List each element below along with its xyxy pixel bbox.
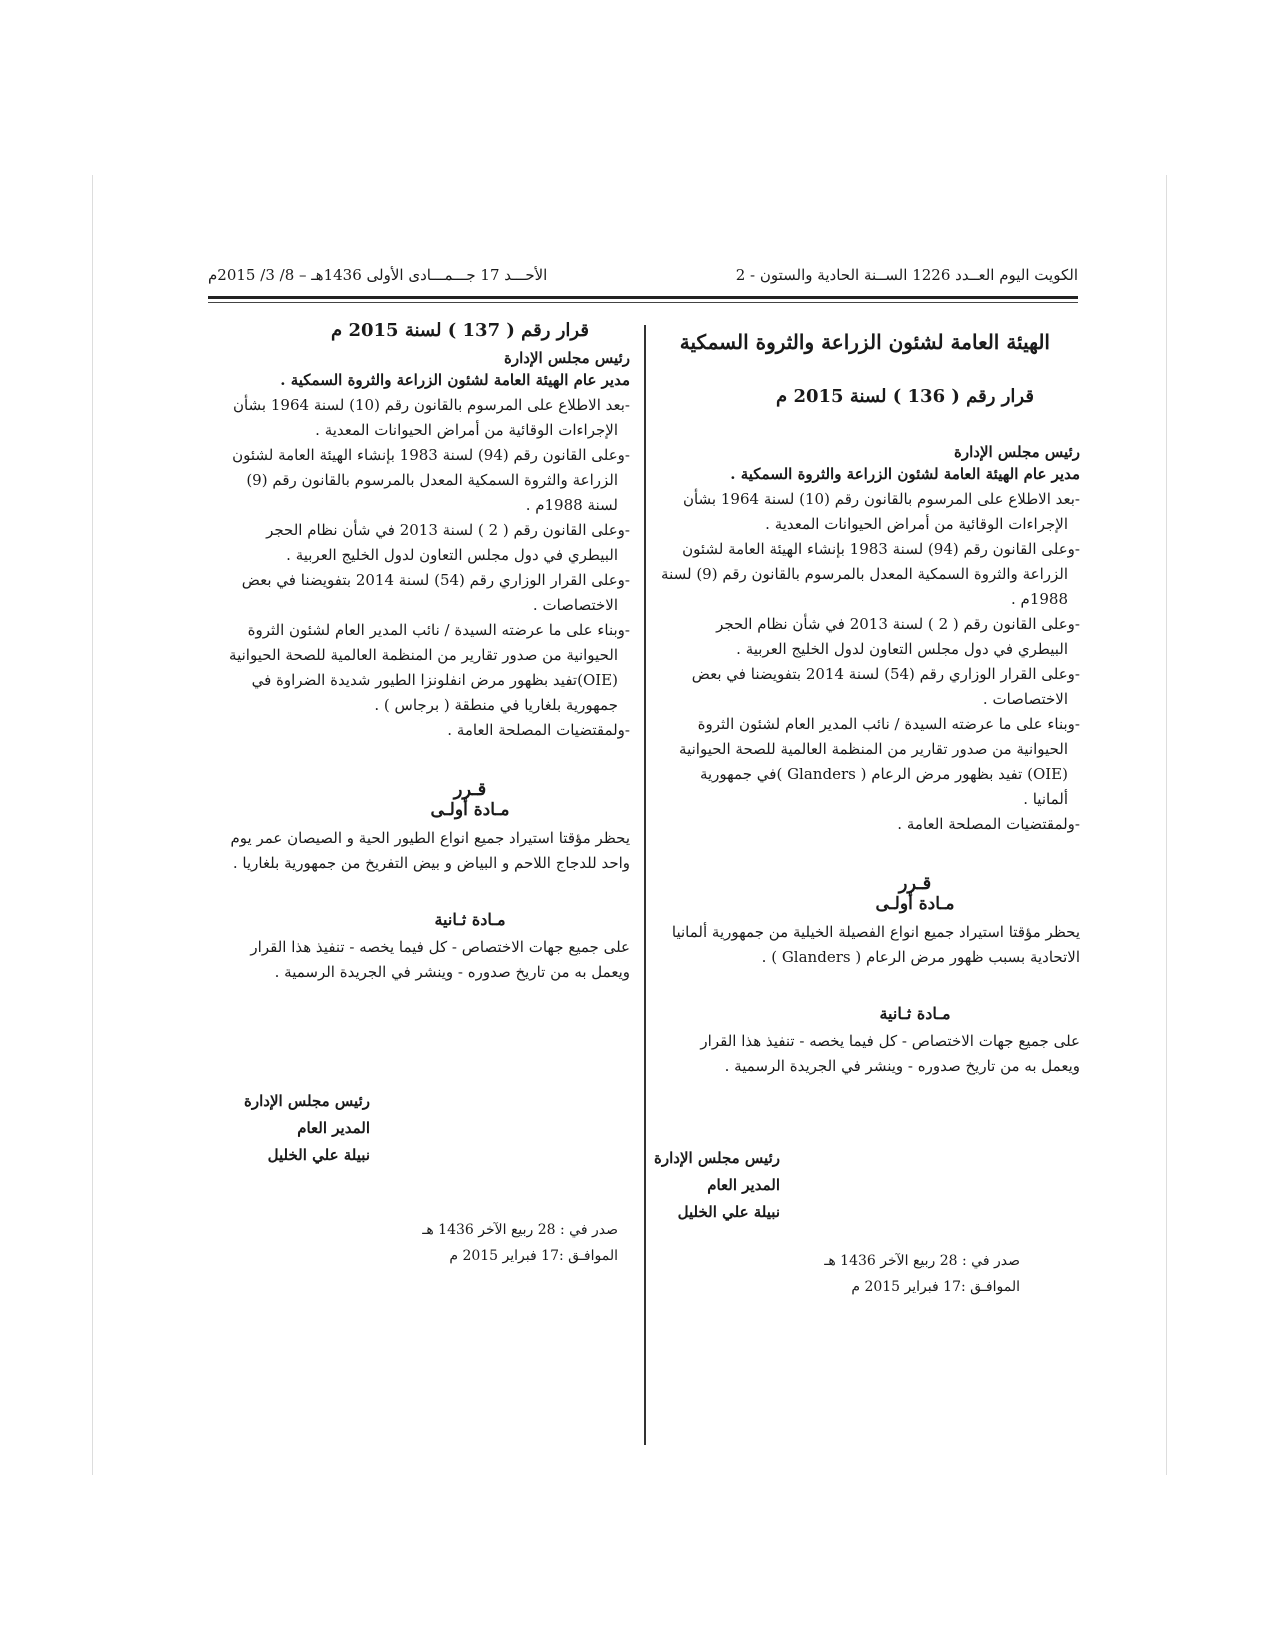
decree-136-column: [654, 330, 1080, 1295]
recital-item: -ولمقتضيات المصلحة العامة .: [447, 721, 630, 739]
decree-title: قرار رقم ( 137 ) لسنة 2015 م: [331, 320, 589, 341]
signature-block: [580, 1145, 780, 1226]
signature-name: نبيلة علي الخليل: [677, 1203, 780, 1221]
article-2-text: على جميع جهات الاختصاص - كل فيما يخصه - تنفيذ هذا القرار ويعمل به من تاريخ صدوره - وينشر في الجريدة الرسمية .: [700, 1032, 1080, 1075]
recital-item: -وعلى القانون رقم (94) لسنة 1983 بإنشاء الهيئة العامة لشئون الزراعة والثروة السمكية المعدل بالمرسوم بالقانون رقم (9) لسنة 1988م .: [661, 540, 1080, 608]
header-rule-thick: [208, 296, 1078, 299]
article-1-text: يحظر مؤقتا استيراد جميع انواع الفصيلة الخيلية من جمهورية ألمانيا الاتحادية بسبب ظهور مرض الرعام ( Glanders ) .: [671, 923, 1080, 966]
signature-title: رئيس مجلس الإدارة: [244, 1092, 370, 1110]
recital-item: -بعد الاطلاع على المرسوم بالقانون رقم (10) لسنة 1964 بشأن الإجراءات الوقائية من أمراض الحيوانات المعدية .: [232, 396, 630, 439]
header-date: الأحـــد 17 جـــمـــادى الأولى 1436هـ – 8/ 3/ 2015م: [208, 266, 548, 284]
signature-title: رئيس مجلس الإدارة: [654, 1149, 780, 1167]
issuer-title: رئيس مجلس الإدارة: [504, 349, 630, 367]
issued-date-block: [760, 1248, 1020, 1300]
recital-item: -وعلى القرار الوزاري رقم (54) لسنة 2014 بتفويضنا في بعض الاختصاصات .: [241, 571, 630, 614]
issued-gregorian: الموافـق :17 فبراير 2015 م: [851, 1279, 1020, 1295]
article-1-title: مـادة أولـى: [875, 894, 955, 914]
article-1-text: يحظر مؤقتا استيراد جميع انواع الطيور الحية و الصيصان عمر يوم واحد للدجاج اللاحم و البياض و بيض التفريخ من جمهورية بلغاريا .: [230, 829, 630, 872]
signature-role: المدير العام: [707, 1176, 780, 1194]
signature-block: [170, 1088, 370, 1169]
issued-gregorian: الموافـق :17 فبراير 2015 م: [449, 1248, 618, 1264]
column-divider: [644, 325, 646, 1445]
decree-title: قرار رقم ( 136 ) لسنة 2015 م: [776, 386, 1034, 407]
decided-heading: قـرر: [898, 873, 932, 894]
issuer-block: [220, 347, 630, 391]
article-2-title: مـادة ثـانية: [879, 1004, 951, 1023]
recital-item: -بعد الاطلاع على المرسوم بالقانون رقم (10) لسنة 1964 بشأن الإجراءات الوقائية من أمراض الحيوانات المعدية .: [682, 490, 1080, 533]
recital-item: -وبناء على ما عرضته السيدة / نائب المدير العام لشئون الثروة الحيوانية من صدور تقارير من المنظمة العالمية للصحة الحيوانية (OIE) تفيد بظهور مرض الرعام ( Glanders )في جمهورية ألمانيا .: [679, 715, 1080, 808]
recitals: [220, 393, 630, 743]
recital-item: -ولمقتضيات المصلحة العامة .: [897, 815, 1080, 833]
scan-edge-left: [92, 175, 93, 1475]
scan-edge-right: [1166, 175, 1167, 1475]
decided-heading: قـرر: [453, 779, 487, 800]
recital-item: -وعلى القانون رقم ( 2 ) لسنة 2013 في شأن نظام الحجر البيطري في دول مجلس التعاون لدول الخليج العربية .: [266, 521, 630, 564]
org-title: الهيئة العامة لشئون الزراعة والثروة السمكية: [679, 330, 1050, 354]
page-header: [208, 266, 1078, 290]
issued-date-block: [358, 1217, 618, 1269]
header-issue-info: الكويت اليوم العــدد 1226 الســنة الحادية والستون - 2: [735, 266, 1078, 284]
issuer-block: [660, 441, 1080, 485]
recital-item: -وعلى القانون رقم ( 2 ) لسنة 2013 في شأن نظام الحجر البيطري في دول مجلس التعاون لدول الخليج العربية .: [716, 615, 1080, 658]
article-2-title: مـادة ثـانية: [434, 910, 506, 929]
recital-item: -وبناء على ما عرضته السيدة / نائب المدير العام لشئون الثروة الحيوانية من صدور تقارير من المنظمة العالمية للصحة الحيوانية (OIE)تفيد بظهور مرض انفلونزا الطيور شديدة الضراوة في جمهورية بلغاريا في منطقة ( برجاس ) .: [229, 621, 630, 714]
decree-137-column: [220, 320, 630, 1264]
recital-item: -وعلى القانون رقم (94) لسنة 1983 بإنشاء الهيئة العامة لشئون الزراعة والثروة السمكية المعدل بالمرسوم بالقانون رقم (9) لسنة 1988م .: [232, 446, 630, 514]
issued-hijri: صدر في : 28 ربيع الآخر 1436 هـ: [824, 1253, 1020, 1269]
recitals: [660, 487, 1080, 837]
issuer-title: رئيس مجلس الإدارة: [954, 443, 1080, 461]
header-rule-thin: [208, 302, 1078, 303]
issued-hijri: صدر في : 28 ربيع الآخر 1436 هـ: [422, 1222, 618, 1238]
issuer-subtitle: مدير عام الهيئة العامة لشئون الزراعة والثروة السمكية .: [280, 371, 630, 389]
signature-name: نبيلة علي الخليل: [267, 1146, 370, 1164]
recital-item: -وعلى القرار الوزاري رقم (54) لسنة 2014 بتفويضنا في بعض الاختصاصات .: [691, 665, 1080, 708]
article-1-title: مـادة أولـى: [430, 800, 510, 820]
issuer-subtitle: مدير عام الهيئة العامة لشئون الزراعة والثروة السمكية .: [730, 465, 1080, 483]
signature-role: المدير العام: [297, 1119, 370, 1137]
article-2-text: على جميع جهات الاختصاص - كل فيما يخصه - تنفيذ هذا القرار ويعمل به من تاريخ صدوره - وينشر في الجريدة الرسمية .: [250, 938, 630, 981]
